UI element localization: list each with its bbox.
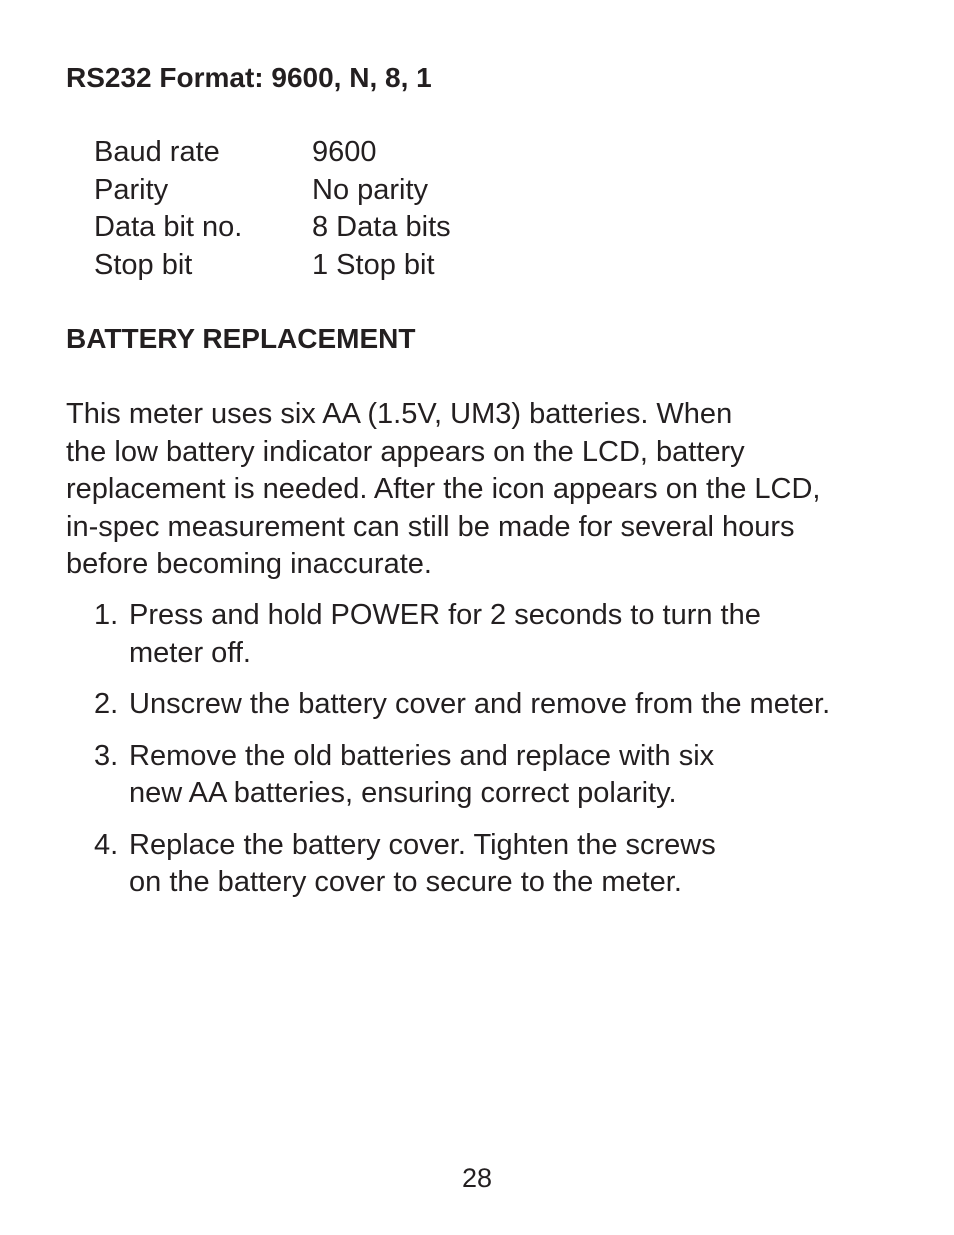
step-number: 1. bbox=[94, 599, 119, 631]
step-text bbox=[129, 827, 716, 902]
settings-row-parity bbox=[94, 172, 451, 210]
step-line: Unscrew the battery cover and remove from the meter. bbox=[129, 688, 831, 720]
settings-row-stop-bit bbox=[94, 247, 451, 285]
paragraph-line: replacement is needed. After the icon appears on the LCD, bbox=[66, 473, 821, 505]
settings-label: Data bit no. bbox=[94, 211, 243, 243]
step-text bbox=[129, 597, 761, 672]
paragraph-line: before becoming inaccurate. bbox=[66, 548, 432, 580]
settings-row-baud-rate bbox=[94, 134, 451, 172]
rs232-heading: RS232 Format: 9600, N, 8, 1 bbox=[66, 62, 432, 93]
step-item-3 bbox=[94, 738, 924, 813]
battery-steps-list bbox=[94, 597, 924, 916]
settings-value: No parity bbox=[312, 173, 429, 206]
settings-label: Baud rate bbox=[94, 136, 220, 168]
step-line: Press and hold POWER for 2 seconds to turn the bbox=[129, 599, 761, 631]
step-item-4 bbox=[94, 827, 924, 902]
step-number: 4. bbox=[94, 828, 119, 861]
rs232-settings-table bbox=[94, 134, 451, 284]
step-line: Remove the old batteries and replace with six bbox=[129, 739, 715, 772]
step-item-2 bbox=[94, 686, 924, 724]
paragraph-line: This meter uses six AA (1.5V, UM3) batteries. When bbox=[66, 398, 733, 430]
battery-replacement-heading: BATTERY REPLACEMENT bbox=[66, 323, 416, 354]
settings-label: Stop bit bbox=[94, 248, 193, 281]
battery-intro-paragraph bbox=[66, 396, 926, 584]
settings-value: 9600 bbox=[312, 136, 377, 168]
step-text bbox=[129, 686, 830, 724]
settings-value: 8 Data bits bbox=[312, 211, 451, 243]
step-number: 2. bbox=[94, 688, 119, 720]
settings-value: 1 Stop bit bbox=[312, 248, 435, 281]
page-number: 28 bbox=[461, 1163, 493, 1193]
settings-label: Parity bbox=[94, 173, 169, 206]
step-item-1 bbox=[94, 597, 924, 672]
paragraph-line: the low battery indicator appears on the LCD, battery bbox=[66, 435, 745, 468]
step-text bbox=[129, 738, 714, 813]
paragraph-line: in-spec measurement can still be made for several hours bbox=[66, 510, 795, 543]
step-line: Replace the battery cover. Tighten the screws bbox=[129, 828, 716, 861]
step-line: meter off. bbox=[129, 636, 251, 669]
step-number: 3. bbox=[94, 739, 119, 772]
settings-row-data-bits bbox=[94, 209, 451, 247]
step-line: new AA batteries, ensuring correct polarity. bbox=[129, 777, 677, 809]
step-line: on the battery cover to secure to the meter. bbox=[129, 866, 682, 898]
